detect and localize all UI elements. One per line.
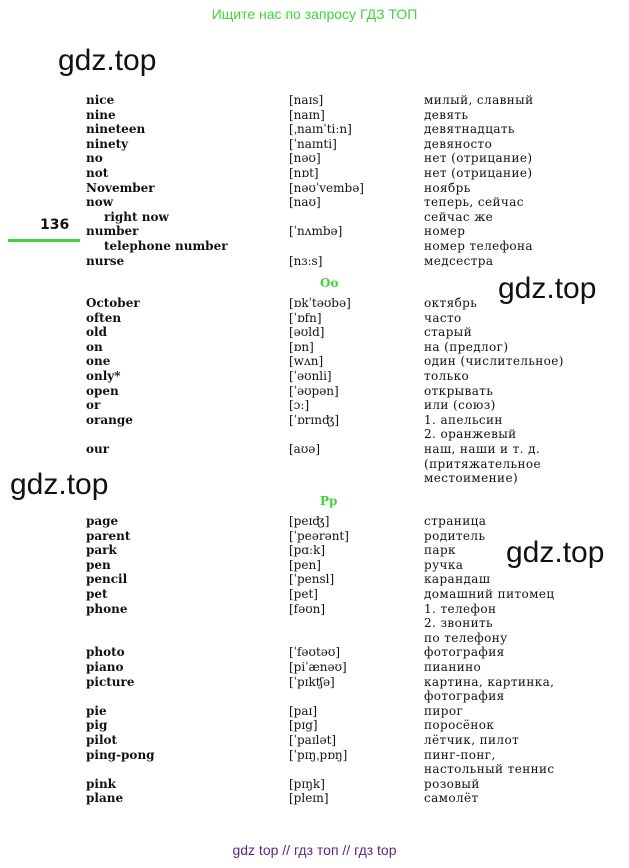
entry-translation: старый	[424, 325, 473, 340]
watermark: gdz.top	[506, 536, 605, 569]
entry-transcription: [ˈnaɪnti]	[289, 136, 337, 151]
entry-translation: фотография	[424, 689, 505, 704]
entry-transcription: [ˈfəʊtəʊ]	[289, 645, 341, 660]
entry-translation: девяносто	[424, 136, 493, 151]
entry-translation: открывать	[424, 383, 494, 398]
entry-word: nice	[86, 93, 115, 107]
entry-word: on	[86, 339, 103, 354]
entry-translation: сейчас же	[424, 209, 494, 224]
entry-translation: поросёнок	[424, 718, 495, 733]
entry-transcription: [pet]	[289, 587, 318, 601]
entry-transcription: [wʌn]	[289, 354, 324, 369]
entry-transcription: [peɪʤ]	[289, 514, 330, 528]
entry-translation: милый, славный	[424, 93, 534, 107]
entry-translation: ручка	[424, 557, 464, 572]
entry-translation: один (числительное)	[424, 354, 564, 369]
entry-transcription: [ˈpensl]	[289, 572, 335, 587]
entry-word: now	[86, 195, 114, 210]
entry-translation: фотография	[424, 645, 505, 660]
entry-word: right now	[104, 209, 169, 224]
section-heading-o: Oo	[320, 276, 339, 290]
entry-word: ninety	[86, 136, 129, 151]
entry-word: pet	[86, 587, 108, 601]
entry-translation: 2. звонить	[424, 616, 493, 631]
entry-word: pie	[86, 703, 107, 718]
entry-translation: парк	[424, 543, 456, 558]
watermark: gdz.top	[498, 272, 597, 305]
entry-translation: наш, наши и т. д.	[424, 442, 541, 456]
entry-translation: настольный теннис	[424, 762, 555, 777]
entry-transcription: [pɪg]	[289, 718, 318, 733]
entry-transcription: [ˈpeərənt]	[289, 528, 349, 543]
entry-translation: местоимение)	[424, 471, 519, 486]
entry-word: pink	[86, 776, 116, 791]
entry-word: pencil	[86, 572, 128, 587]
entry-transcription: [pen]	[289, 557, 321, 572]
entry-word: orange	[86, 412, 133, 427]
entry-word: November	[86, 180, 155, 195]
entry-word: pilot	[86, 733, 118, 747]
entry-transcription: [ˈpɪŋˌpɒŋ]	[289, 747, 348, 762]
entry-translation: октябрь	[424, 296, 478, 310]
entry-translation: 2. оранжевый	[424, 427, 517, 442]
entry-word: nineteen	[86, 122, 146, 137]
entry-transcription: [ˈpaɪlət]	[289, 733, 337, 747]
entry-transcription: [ˈəʊnli]	[289, 369, 332, 383]
entry-transcription: [əʊld]	[289, 325, 325, 340]
entry-word: pen	[86, 557, 111, 572]
footer-links[interactable]: gdz top // гдз топ // гдз top	[232, 842, 397, 858]
entry-translation: пирог	[424, 703, 464, 718]
entry-word: nine	[86, 107, 116, 122]
entry-transcription: [pɑːk]	[289, 543, 326, 558]
entry-word: phone	[86, 601, 128, 616]
entry-translation: девять	[424, 107, 469, 122]
entry-word: pig	[86, 718, 108, 733]
entry-word: only*	[86, 369, 121, 383]
entry-transcription: [piˈænəʊ]	[289, 660, 347, 674]
entry-transcription: [ˈɒrɪnʤ]	[289, 412, 340, 427]
entry-word: or	[86, 398, 101, 413]
entry-transcription: [nɜːs]	[289, 253, 323, 268]
entry-transcription: [naɪs]	[289, 93, 324, 107]
entry-translation: часто	[424, 310, 462, 325]
entry-word: parent	[86, 528, 131, 543]
entry-word: piano	[86, 660, 124, 674]
entry-translation: ноябрь	[424, 180, 471, 195]
entry-translation: карандаш	[424, 572, 491, 587]
entry-translation: по телефону	[424, 630, 508, 645]
watermark: gdz.top	[10, 468, 109, 501]
entry-transcription: [ˈəʊpən]	[289, 383, 339, 398]
top-banner: Ищите нас по запросу ГДЗ ТОП	[211, 6, 418, 22]
entry-transcription: [ˈpɪkʧə]	[289, 674, 335, 689]
page-number-rule	[8, 239, 80, 242]
entry-translation: или (союз)	[424, 398, 496, 413]
entry-translation: картина, картинка,	[424, 674, 555, 689]
entry-translation: страница	[424, 514, 487, 528]
entry-translation: пинг-понг,	[424, 747, 496, 762]
entry-translation: девятнадцать	[424, 122, 515, 137]
entry-transcription: [aʊə]	[289, 442, 321, 456]
entry-translation: номер телефона	[424, 239, 533, 253]
entry-word: plane	[86, 791, 124, 806]
entry-translation: номер	[424, 224, 466, 239]
entry-word: often	[86, 310, 122, 325]
entry-word: page	[86, 514, 119, 528]
entry-translation: лётчик, пилот	[424, 733, 520, 747]
entry-translation: только	[424, 369, 470, 383]
entry-translation: домашний питомец	[424, 587, 555, 601]
watermark: gdz.top	[58, 44, 157, 77]
entry-translation: на (предлог)	[424, 339, 509, 354]
entry-word: number	[86, 224, 139, 239]
entry-word: park	[86, 543, 117, 558]
entry-transcription: [ɔː]	[289, 398, 310, 413]
page-number: 136	[40, 217, 70, 233]
entry-translation: 1. апельсин	[424, 412, 503, 427]
entry-word: ping-pong	[86, 747, 155, 762]
entry-transcription: [pleɪn]	[289, 791, 329, 806]
entry-transcription: [pɪŋk]	[289, 776, 325, 791]
entry-translation: родитель	[424, 528, 486, 543]
entry-word: photo	[86, 645, 125, 660]
entry-word: telephone number	[104, 239, 228, 253]
entry-translation: 1. телефон	[424, 601, 497, 616]
entry-translation: нет (отрицание)	[424, 151, 533, 166]
entry-transcription: [naɪn]	[289, 107, 325, 122]
entry-transcription: [paɪ]	[289, 703, 318, 718]
entry-transcription: [nəʊˈvembə]	[289, 180, 364, 195]
entry-translation: розовый	[424, 776, 480, 791]
entry-transcription: [ˈnʌmbə]	[289, 224, 343, 239]
entry-transcription: [ɒkˈtəʊbə]	[289, 296, 351, 310]
entry-translation: медсестра	[424, 253, 494, 268]
section-heading-p: Pp	[320, 494, 338, 508]
entry-transcription: [ˌnaɪnˈtiːn]	[289, 122, 352, 137]
entry-translation: теперь, сейчас	[424, 195, 524, 210]
entry-transcription: [ɒn]	[289, 339, 314, 354]
entry-transcription: [nɒt]	[289, 166, 319, 180]
entry-transcription: [ˈɒfn]	[289, 310, 322, 325]
entry-translation: (притяжательное	[424, 456, 541, 471]
entry-word: open	[86, 383, 119, 398]
entry-transcription: [nəʊ]	[289, 151, 321, 166]
entry-transcription: [naʊ]	[289, 195, 321, 210]
entry-transcription: [fəʊn]	[289, 601, 326, 616]
entry-word: not	[86, 166, 109, 180]
entry-word: our	[86, 442, 110, 456]
entry-word: one	[86, 354, 111, 369]
entry-word: nurse	[86, 253, 125, 268]
entry-translation: нет (отрицание)	[424, 166, 533, 180]
entry-word: picture	[86, 674, 135, 689]
entry-word: no	[86, 151, 103, 166]
entry-translation: самолёт	[424, 791, 479, 806]
entry-word: old	[86, 325, 107, 340]
entry-translation: пианино	[424, 660, 482, 674]
entry-word: October	[86, 296, 140, 310]
